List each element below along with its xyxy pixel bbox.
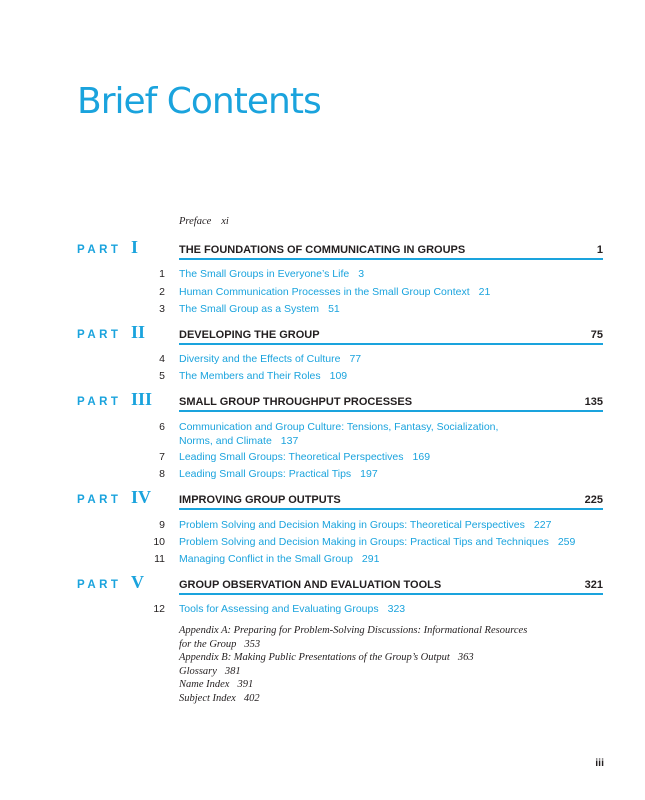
- chapter-number: 4: [159, 353, 165, 365]
- chapter-number: 12: [153, 603, 165, 615]
- chapter-title: The Small Groups in Everyone’s Life: [179, 268, 350, 280]
- chapter-title: Tools for Assessing and Evaluating Groups: [179, 603, 379, 615]
- chapter-title: Managing Conflict in the Small Group: [179, 553, 353, 565]
- chapter-page: 77: [349, 353, 362, 365]
- part-label: PART: [77, 579, 122, 591]
- part-label: PART: [77, 396, 122, 408]
- chapter-page: 259: [557, 536, 576, 548]
- part-label: PART: [77, 494, 122, 506]
- part-numeral: II: [131, 322, 146, 342]
- chapter-number: 10: [153, 536, 165, 548]
- toc-entry-appendix-a-cont[interactable]: [179, 638, 599, 652]
- part-heading-5[interactable]: [77, 572, 603, 595]
- part-numeral: III: [131, 389, 153, 409]
- chapter-title: The Small Group as a System: [179, 303, 320, 315]
- entry-title: Subject Index: [179, 692, 236, 704]
- part-title: IMPROVING GROUP OUTPUTS: [179, 494, 341, 506]
- part-title: SMALL GROUP THROUGHPUT PROCESSES: [179, 396, 413, 408]
- entry-page: 402: [243, 692, 260, 704]
- part-rule: [179, 593, 603, 595]
- chapter-page: 137: [280, 435, 299, 447]
- part-numeral: I: [131, 237, 139, 257]
- part-numeral: IV: [131, 487, 152, 507]
- part-heading-2[interactable]: [77, 322, 603, 345]
- chapter-number: 3: [159, 303, 165, 315]
- part-rule: [179, 410, 603, 412]
- chapter-number: 8: [159, 468, 165, 480]
- chapter-title: Communication and Group Culture: Tensions, Fantasy, Socialization,: [179, 421, 499, 433]
- chapter-number: 6: [159, 421, 165, 433]
- toc-entry-appendix-b[interactable]: [179, 651, 599, 665]
- back-matter: [179, 624, 599, 706]
- toc-entry-preface[interactable]: [179, 216, 229, 227]
- toc-entry-appendix-a[interactable]: [179, 624, 599, 638]
- part-rule: [179, 343, 603, 345]
- part-title: THE FOUNDATIONS OF COMMUNICATING IN GROUPS: [179, 244, 466, 256]
- entry-title: Name Index: [179, 679, 230, 691]
- chapter-page: 169: [412, 451, 431, 463]
- part-rule: [179, 258, 603, 260]
- entry-page: 391: [237, 679, 254, 691]
- part-numeral: V: [131, 572, 144, 592]
- chapter-page: 109: [329, 370, 348, 382]
- part-rule: [179, 508, 603, 510]
- chapter-page: 51: [328, 303, 340, 315]
- chapter-page: 291: [361, 553, 380, 565]
- entry-title: Glossary: [179, 665, 217, 677]
- page-number: iii: [595, 757, 604, 769]
- part-heading-1[interactable]: [77, 237, 603, 260]
- chapter-title: The Members and Their Roles: [179, 370, 321, 382]
- chapter-title: Human Communication Processes in the Small Group Context: [179, 286, 470, 298]
- part-heading-4[interactable]: [77, 487, 603, 510]
- part-title: GROUP OBSERVATION AND EVALUATION TOOLS: [179, 579, 442, 591]
- chapter-title: Problem Solving and Decision Making in Groups: Practical Tips and Techniques: [179, 536, 549, 548]
- chapter-number: 2: [159, 286, 165, 298]
- preface-page: xi: [221, 216, 229, 227]
- chapter-title: Leading Small Groups: Theoretical Perspectives: [179, 451, 404, 463]
- entry-page: 353: [244, 638, 261, 650]
- entry-page: 363: [457, 652, 474, 664]
- chapter-page: 197: [360, 468, 378, 480]
- part-page: 321: [584, 579, 603, 591]
- chapter-number: 11: [154, 553, 165, 565]
- chapter-number: 1: [159, 268, 165, 280]
- part-title: DEVELOPING THE GROUP: [179, 329, 320, 341]
- preface-label: Preface: [179, 216, 212, 227]
- chapter-title: Norms, and Climate: [179, 435, 272, 447]
- toc-entry-glossary[interactable]: [179, 665, 599, 679]
- chapter-number: 7: [159, 451, 165, 463]
- chapter-page: 323: [387, 603, 406, 615]
- chapter-title: Diversity and the Effects of Culture: [179, 353, 341, 365]
- part-heading-3[interactable]: [77, 389, 603, 412]
- chapter-page: 3: [358, 268, 365, 280]
- chapter-number: 9: [159, 519, 165, 531]
- chapter-title: Problem Solving and Decision Making in Groups: Theoretical Perspectives: [179, 519, 525, 531]
- part-label: PART: [77, 244, 122, 256]
- part-page: 75: [590, 329, 603, 341]
- entry-title: Appendix A: Preparing for Problem-Solving Discussions: Informational Resources: [179, 625, 528, 636]
- toc-entry-subject-index[interactable]: [179, 692, 599, 706]
- page-title: Brief Contents: [77, 81, 321, 122]
- part-page: 135: [584, 396, 603, 408]
- part-page: 1: [596, 244, 603, 256]
- entry-title: Appendix B: Making Public Presentations of the Group’s Output: [179, 652, 450, 664]
- chapter-number: 5: [159, 370, 165, 382]
- entry-title: for the Group: [179, 638, 237, 650]
- part-page: 225: [584, 494, 603, 506]
- chapter-page: 21: [478, 286, 491, 298]
- toc-entry-name-index[interactable]: [179, 678, 599, 692]
- chapter-title: Leading Small Groups: Practical Tips: [179, 468, 352, 480]
- entry-page: 381: [224, 665, 241, 677]
- chapter-page: 227: [533, 519, 552, 531]
- part-label: PART: [77, 329, 122, 341]
